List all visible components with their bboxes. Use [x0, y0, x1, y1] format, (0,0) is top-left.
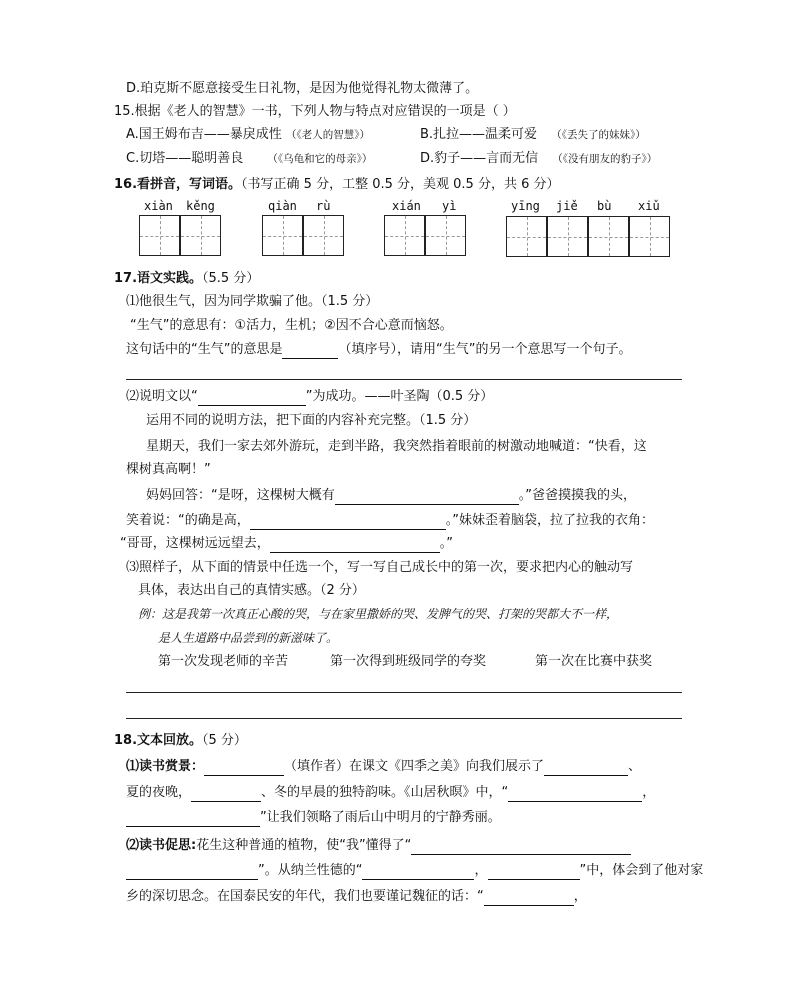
q18-p2-label: ⑵读书促思: [126, 838, 197, 853]
q15-option-c [126, 150, 372, 168]
pinyin-xiu: xiǔ [638, 199, 660, 213]
blank-answer[interactable] [484, 891, 574, 906]
q18-score: （5 分） [202, 733, 247, 748]
q16-title: 16.看拼音，写词语。 [114, 177, 242, 192]
blank-answer[interactable] [335, 490, 519, 505]
q15-option-b [420, 126, 646, 144]
blank-answer[interactable] [508, 787, 642, 802]
pinyin-xian2: xián [392, 199, 421, 213]
q15-option-d-source: （《没有朋友的豹子》） [552, 153, 658, 165]
q17-p2-a: ⑵说明文以“ [126, 389, 198, 404]
blank-answer[interactable] [488, 865, 580, 880]
writing-box[interactable] [262, 215, 303, 256]
q17-p2-mom-b: 。”爸爸摸摸我的头， [518, 488, 636, 503]
q18-p1-line1 [126, 758, 641, 776]
q17-score: （5.5 分） [202, 271, 260, 286]
writing-box[interactable] [506, 216, 547, 257]
q15-option-d-text: D.豹子——言而无信 [420, 151, 539, 166]
q17-p2-story1: 星期天，我们一家去郊外游玩，走到半路，我突然指着眼前的树激动地喊道：“快看，这 [146, 439, 647, 454]
blank-answer[interactable] [362, 865, 474, 880]
pinyin-qian: qiàn [268, 199, 297, 213]
q18-p2-line2 [126, 862, 703, 880]
q17-p2-story2: 棵树真高啊！” [126, 462, 211, 477]
q15-option-a-source: （《老人的智慧》） [285, 129, 370, 141]
q17-title [114, 270, 259, 288]
q17-p3-option-2: 第一次得到班级同学的夸奖 [330, 654, 487, 669]
q17-p3-option-3: 第一次在比赛中获奖 [535, 654, 653, 669]
q18-p1-a: （填作者）在课文《四季之美》向我们展示了 [284, 759, 545, 774]
q17-p2-dad [126, 512, 654, 530]
q15-stem: 15.根据《老人的智慧》一书，下列人物与特点对应错误的一项是（ ） [114, 104, 516, 119]
pinyin-xian: xiàn [144, 199, 173, 213]
q17-p2-mom [146, 487, 636, 505]
blank-answer[interactable] [191, 787, 261, 802]
pinyin-ying: yīng [511, 199, 540, 213]
q17-title-text: 17.语文实践。 [114, 271, 203, 286]
q16-stem [114, 176, 559, 194]
q14-option-d: D.珀克斯不愿意接受生日礼物，是因为他觉得礼物太微薄了。 [126, 81, 479, 96]
writing-box[interactable] [588, 216, 629, 257]
q18-p2-b: ”。从纳兰性德的“ [258, 863, 363, 878]
q15-option-d [420, 150, 657, 168]
pinyin-yi: yì [442, 199, 457, 213]
writing-box[interactable] [180, 215, 221, 256]
q16-scoring: （书写正确 5 分，工整 0.5 分，美观 0.5 分，共 6 分） [241, 177, 560, 192]
q18-p2-d: ”中，体会到了他对家 [579, 863, 704, 878]
q18-p2-line3 [126, 888, 587, 906]
q18-p1-label: ⑴读书赏景： [126, 759, 205, 774]
q18-title [114, 732, 247, 750]
q17-p2-sis [120, 535, 453, 553]
writing-box[interactable] [547, 216, 588, 257]
writing-box[interactable] [384, 215, 425, 256]
q18-p1-b: 、 [628, 759, 642, 774]
q18-p1-f: ”让我们领略了雨后山中明月的宁静秀丽。 [260, 810, 501, 825]
answer-line[interactable] [126, 692, 682, 693]
q18-p2-line1 [126, 837, 631, 855]
blank-answer[interactable] [282, 344, 338, 359]
writing-box[interactable] [629, 216, 670, 257]
q15-option-b-text: B.扎拉——温柔可爱 [420, 127, 538, 142]
q17-p1-meaning: “生气”的意思有：①活力，生机；②因不合心意而恼怒。 [130, 318, 453, 333]
blank-answer[interactable] [198, 391, 306, 406]
q17-p3-stem1: ⑶照样子，从下面的情景中任选一个，写一写自己成长中的第一次，要求把内心的触动写 [126, 560, 634, 575]
q18-p1-line2 [126, 784, 655, 802]
pinyin-bu: bù [597, 199, 612, 213]
q17-p3-stem2: 具体，表达出自己的真情实感。（2 分） [138, 583, 365, 598]
blank-answer[interactable] [126, 812, 260, 827]
q15-option-a [126, 126, 370, 144]
blank-answer[interactable] [544, 761, 628, 776]
q17-p2-b: ”为成功。——叶圣陶（0.5 分） [305, 389, 494, 404]
writing-box[interactable] [303, 215, 344, 256]
q18-title-text: 18.文本回放。 [114, 733, 203, 748]
q17-p2-sis-a: “哥哥，这棵树远远望去， [120, 536, 270, 551]
q17-p3-example2: 是人生道路中品尝到的新滋味了。 [158, 631, 339, 645]
blank-answer[interactable] [250, 515, 446, 530]
blank-answer[interactable] [126, 865, 258, 880]
q17-p1-task [126, 341, 631, 359]
pinyin-jie: jiě [556, 199, 578, 213]
q18-p1-line3 [126, 809, 501, 827]
answer-line[interactable] [126, 718, 682, 719]
q17-p2-sis-b: 。” [439, 536, 453, 551]
q15-option-b-source: （《丢失了的妹妹》） [551, 129, 646, 141]
writing-box[interactable] [425, 215, 466, 256]
q15-option-a-text: A.国王姆布吉——暴戾成性 [126, 127, 282, 142]
q18-p2-c: ， [474, 863, 488, 878]
blank-answer[interactable] [270, 538, 440, 553]
answer-line[interactable] [126, 379, 682, 380]
blank-answer[interactable] [411, 840, 631, 855]
pinyin-ru: rù [316, 199, 331, 213]
q17-p1-task-b: （填序号），请用“生气”的另一个意思写一个句子。 [338, 342, 632, 357]
q18-p2-f: ， [573, 889, 587, 904]
pinyin-keng: kěng [186, 199, 215, 213]
q18-p1-e: ， [642, 785, 656, 800]
q17-p2-task: 运用不同的说明方法，把下面的内容补充完整。（1.5 分） [146, 413, 477, 428]
q17-p1-task-a: 这句话中的“生气”的意思是 [126, 342, 283, 357]
q15-option-c-source: （《乌龟和它的母亲》） [267, 153, 373, 165]
q18-p2-a: 花生这种普通的植物，使“我”懂得了“ [196, 838, 412, 853]
q17-p1-stem: ⑴他很生气，因为同学欺骗了他。（1.5 分） [126, 294, 379, 309]
q17-p2-dad-a: 笑着说：“的确是高， [126, 513, 250, 528]
q17-p2-dad-b: 。”妹妹歪着脑袋，拉了拉我的衣角： [445, 513, 654, 528]
q18-p2-e: 乡的深切思念。在国泰民安的年代，我们也要谨记魏征的话：“ [126, 889, 484, 904]
q17-p2-mom-a: 妈妈回答：“是呀，这棵树大概有 [146, 488, 335, 503]
blank-answer[interactable] [204, 761, 284, 776]
q17-p3-option-1: 第一次发现老师的辛苦 [158, 654, 289, 669]
q15-option-c-text: C.切塔——聪明善良 [126, 151, 244, 166]
q17-p2-stem [126, 388, 493, 406]
writing-box[interactable] [139, 215, 180, 256]
q17-p3-example1: 例：这是我第一次真正心酸的哭，与在家里撒娇的哭、发脾气的哭、打架的哭都大不一样， [138, 607, 619, 621]
q18-p1-c: 夏的夜晚， [126, 785, 192, 800]
q18-p1-d: 、冬的早晨的独特韵味。《山居秋暝》中，“ [261, 785, 509, 800]
